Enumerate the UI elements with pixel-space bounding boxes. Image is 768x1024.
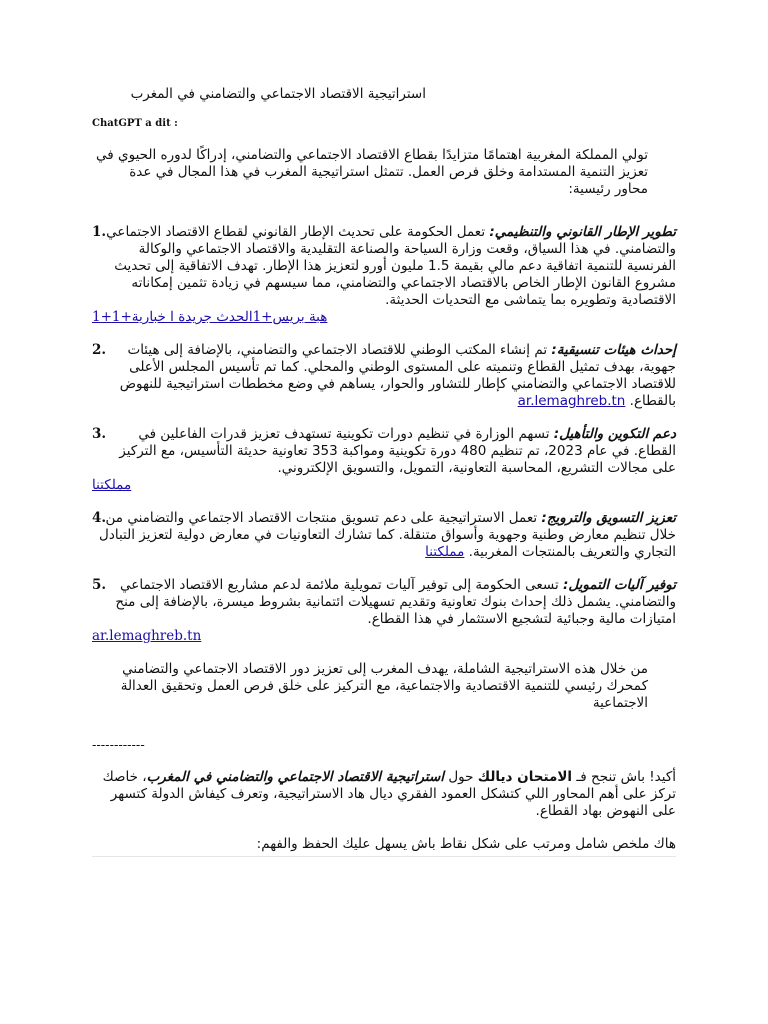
item-number: 2.	[92, 342, 107, 358]
item-heading: توفير آليات التمويل:	[563, 577, 676, 593]
source-label: ChatGPT a dit :	[92, 118, 178, 129]
item-heading: تطوير الإطار القانوني والتنظيمي:	[489, 224, 676, 240]
item-text: تسهم الوزارة في تنظيم دورات تكوينية تستهدف تعزيز قدرات الفاعلين في القطاع. في عام 2023، تم تنظيم 480 دورة تكوينية ومواكبة 353 تعاونية حديثة التأسيس، مع التركيز على مجالات التشريع، المحاسبة التعاونية، التمويل، والتسويق الإلكتروني.	[119, 426, 676, 476]
item-number: 4.	[92, 510, 107, 526]
document-title: استراتيجية الاقتصاد الاجتماعي والتضامني في المغرب	[130, 86, 426, 102]
intro-paragraph: تولي المملكة المغربية اهتمامًا متزايدًا بقطاع الاقتصاد الاجتماعي والتضامني، إدراكًا لدوره الحيوي في تعزيز التنمية المستدامة وخلق فرص العمل. تتمثل استراتيجية المغرب في هذا المجال في عدة محاور رئيسية:	[96, 147, 648, 197]
source-link[interactable]: ar.lemaghreb.tn	[92, 628, 202, 644]
item-heading: دعم التكوين والتأهيل:	[553, 426, 676, 442]
list-item-2	[92, 342, 676, 410]
item-text: تعمل الاستراتيجية على دعم تسويق منتجات الاقتصاد الاجتماعي والتضامني من خلال تنظيم معارض وطنية وجهوية وأسواق متنقلة. كما تشارك التعاونيات في معارض دولية لتعزيز التبادل التجاري والتعريف بالمنتجات المغربية.	[99, 510, 676, 560]
list-item-3	[92, 426, 676, 494]
item-number: 1.	[92, 224, 107, 240]
reply-paragraph-1: أكيد! باش تنجح فـ الامتحان ديالك حول استراتيجية الاقتصاد الاجتماعي والتضامني في المغرب، خاصك تركز على أهم المحاور اللي كتشكل العمود الفقري ديال هاد الاستراتيجية، وتعرف كيفاش الدولة كتسهر على النهوض بهاد القطاع.	[102, 769, 676, 819]
conclusion-paragraph: من خلال هذه الاستراتيجية الشاملة، يهدف المغرب إلى تعزيز دور الاقتصاد الاجتماعي والتضامني كمحرك رئيسي للتنمية الاقتصادية والاجتماعية، مع التركيز على خلق فرص العمل وتحقيق العدالة الاجتماعية	[120, 661, 648, 711]
item-text: تم إنشاء المكتب الوطني للاقتصاد الاجتماعي والتضامني، بالإضافة إلى هيئات جهوية، بهدف تمثيل القطاع وتنميته على المستوى الوطني والمحلي. كما تم تأسيس المجلس الأعلى للاقتصاد الاجتماعي والتضامني كإطار للتشاور والحوار، يساهم في وضع مخططات استراتيجية للنهوض بالقطاع.	[119, 342, 676, 409]
list-item-4	[92, 510, 676, 561]
item-number: 3.	[92, 426, 107, 442]
source-link[interactable]: مملكتنا	[425, 544, 465, 560]
list-item-5	[92, 577, 676, 645]
source-link[interactable]: مملكتنا	[92, 477, 132, 493]
item-heading: تعزيز التسويق والترويج:	[541, 510, 676, 526]
item-text: تعمل الحكومة على تحديث الإطار القانوني لقطاع الاقتصاد الاجتماعي والتضامني. في هذا السياق، وقعت وزارة السياحة والصناعة التقليدية والاقتصاد الاجتماعي والوكالة الفرنسية للتنمية اتفاقية دعم مالي بقيمة 1.5 مليون أورو لتعزيز هذا الإطار. تهدف الاتفاقية إلى تحديث مشروع القانون الإطار الخاص بالاقتصاد الاجتماعي والتضامني، مما سيسهم في زيادة تثمين إمكاناته الاقتصادية وتطويره بما يتماشى مع التحديات الحديثة.	[106, 224, 676, 308]
document-page	[92, 84, 676, 853]
separator: ------------	[92, 738, 145, 753]
item-number: 5.	[92, 577, 107, 593]
reply-paragraph-2: هاك ملخص شامل ومرتب على شكل نقاط باش يسهل عليك الحفظ والفهم:	[256, 836, 676, 852]
item-text: تسعى الحكومة إلى توفير آليات تمويلية ملائمة لدعم مشاريع الاقتصاد الاجتماعي والتضامني. يشمل ذلك إحداث بنوك تعاونية وتقديم تسهيلات ائتمانية بشروط ميسرة، بالإضافة إلى منح امتيازات مالية وجبائية لتشجيع الاستثمار في هذا القطاع.	[115, 577, 676, 627]
source-link[interactable]: ar.lemaghreb.tn	[517, 393, 626, 409]
source-link[interactable]: هبة بريس+1الحدث جريدة ا خبارية+1+1	[92, 309, 328, 325]
item-heading: إحداث هيئات تنسيقية:	[551, 342, 676, 358]
list-item-1	[92, 224, 676, 326]
divider	[92, 856, 676, 857]
